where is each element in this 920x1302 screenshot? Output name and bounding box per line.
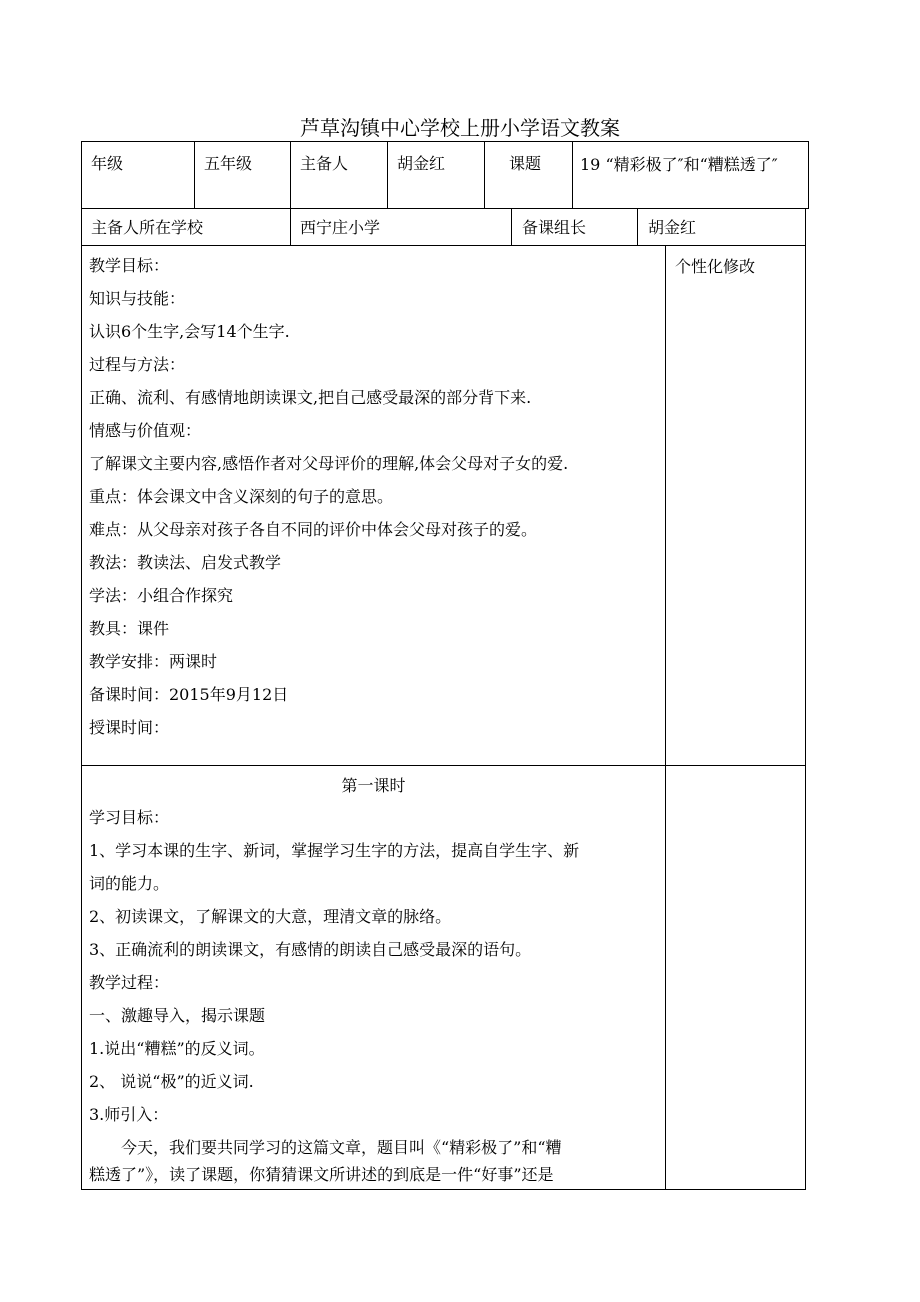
- revision-label: 个性化修改: [675, 257, 756, 276]
- lesson1-heading: 第一课时: [341, 776, 406, 795]
- leader-label: 备课组长: [522, 218, 587, 237]
- objective-line: 过程与方法：: [89, 355, 186, 374]
- objective-line: 重点：体会课文中含义深刻的句子的意思。: [89, 487, 394, 506]
- revision-cell: [665, 245, 806, 766]
- objective-line: 认识6个生字,会写14个生字.: [89, 322, 290, 341]
- objective-line: 了解课文主要内容,感悟作者对父母评价的理解,体会父母对子女的爱.: [89, 454, 569, 473]
- lesson-line: 学习目标：: [89, 808, 170, 827]
- objective-line: 正确、流利、有感情地朗读课文,把自己感受最深的部分背下来.: [89, 388, 532, 407]
- lesson-line: 词的能力。: [89, 874, 170, 893]
- objective-line: 难点：从父母亲对孩子各自不同的评价中体会父母对孩子的爱。: [89, 520, 538, 539]
- grade-label: 年级: [91, 154, 124, 173]
- topic-label: 课题: [509, 154, 542, 173]
- school-label-cell: [81, 208, 291, 246]
- school-value: 西宁庄小学: [300, 218, 381, 237]
- lesson-line: 一、激趣导入，揭示课题: [89, 1006, 266, 1025]
- topic-label-cell: [484, 141, 573, 209]
- grade-label-cell: [81, 141, 195, 209]
- leader-label-cell: [511, 208, 638, 246]
- preparer-value: 胡金红: [397, 154, 446, 173]
- lesson-line: 1、学习本课的生字、新词，掌握学习生字的方法，提高自学生字、新: [89, 841, 580, 860]
- grade-value: 五年级: [204, 154, 253, 173]
- lesson-line: 今天，我们要共同学习的这篇文章，题目叫《“精彩极了”和“糟: [89, 1138, 562, 1157]
- lesson-line: 3.师引入：: [89, 1105, 169, 1124]
- objective-line: 情感与价值观：: [89, 421, 202, 440]
- lesson-line: 2、初读课文，了解课文的大意，理清文章的脉络。: [89, 907, 452, 926]
- lesson-line: 1.说出“糟糕”的反义词。: [89, 1039, 265, 1058]
- objective-line: 学法：小组合作探究: [89, 586, 234, 605]
- lesson1-revision-cell: [665, 765, 806, 1190]
- lesson-line: 糕透了”》，读了课题，你猜猜课文所讲述的到底是一件“好事”还是: [89, 1165, 554, 1184]
- school-value-cell: [290, 208, 512, 246]
- leader-value: 胡金红: [648, 218, 697, 237]
- objective-line: 授课时间：: [89, 718, 170, 737]
- document-title: 芦草沟镇中心学校上册小学语文教案: [300, 116, 620, 140]
- objective-line: 教法：教读法、启发式教学: [89, 553, 282, 572]
- school-label: 主备人所在学校: [91, 218, 204, 237]
- preparer-value-cell: [387, 141, 485, 209]
- objective-line: 教学目标：: [89, 256, 170, 275]
- topic-value: 19 “精彩极了″和“糟糕透了″: [580, 155, 778, 174]
- objective-line: 教学安排：两课时: [89, 652, 218, 671]
- topic-value-cell: [572, 141, 809, 209]
- lesson-line: 教学过程：: [89, 973, 170, 992]
- lesson-line: 3、正确流利的朗读课文，有感情的朗读自己感受最深的语句。: [89, 940, 532, 959]
- objective-line: 教具：课件: [89, 619, 170, 638]
- leader-value-cell: [637, 208, 806, 246]
- preparer-label-cell: [290, 141, 388, 209]
- objective-line: 知识与技能：: [89, 289, 186, 308]
- objective-line: 备课时间：2015年9月12日: [89, 685, 289, 704]
- grade-value-cell: [194, 141, 291, 209]
- preparer-label: 主备人: [300, 154, 349, 173]
- lesson-line: 2、 说说“极”的近义词.: [89, 1072, 254, 1091]
